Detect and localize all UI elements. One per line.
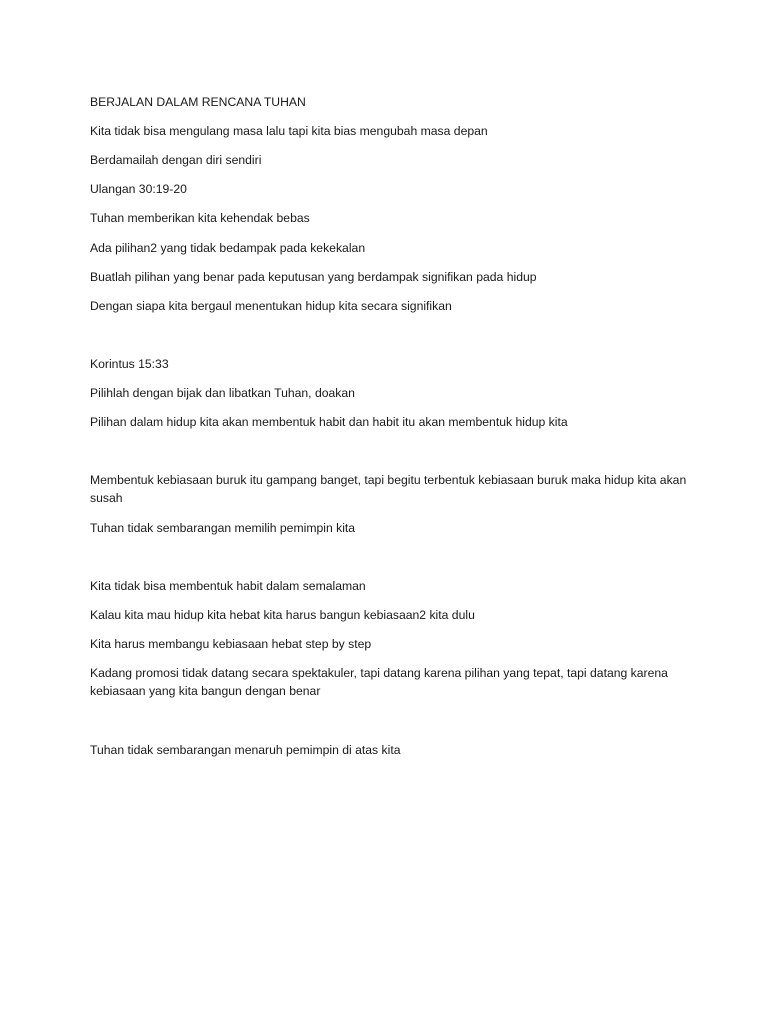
document-line: Kita tidak bisa mengulang masa lalu tapi kita bias mengubah masa depan: [90, 124, 488, 138]
document-line: Tuhan tidak sembarangan memilih pemimpin kita: [90, 521, 356, 535]
document-line: Kalau kita mau hidup kita hebat kita harus bangun kebiasaan2 kita dulu: [90, 608, 475, 622]
document-line: Kita tidak bisa membentuk habit dalam semalaman: [90, 579, 366, 593]
document-line: Dengan siapa kita bergaul menentukan hidup kita secara signifikan: [90, 299, 452, 313]
document-line: Buatlah pilihan yang benar pada keputusan yang berdampak signifikan pada hidup: [90, 270, 537, 284]
document-line: Membentuk kebiasaan buruk itu gampang banget, tapi begitu terbentuk kebiasaan buruk maka hidup kita akan susah: [90, 473, 687, 505]
document-line: Kita harus membangu kebiasaan hebat step by step: [90, 637, 372, 651]
document-line: Pilihan dalam hidup kita akan membentuk habit dan habit itu akan membentuk hidup kita: [90, 415, 568, 429]
document-line: Kadang promosi tidak datang secara spektakuler, tapi datang karena pilihan yang tepat, tapi datang karena kebiasaan yang kita bangun dengan benar: [90, 666, 668, 698]
document-line: Tuhan tidak sembarangan menaruh pemimpin di atas kita: [90, 743, 401, 757]
document-line: Berdamailah dengan diri sendiri: [90, 153, 262, 167]
document-line: Ada pilihan2 yang tidak bedampak pada kekekalan: [90, 241, 366, 255]
document-line: Korintus 15:33: [90, 357, 169, 371]
document-title: BERJALAN DALAM RENCANA TUHAN: [90, 95, 306, 109]
document-line: Pilihlah dengan bijak dan libatkan Tuhan, doakan: [90, 386, 355, 400]
document-line: Tuhan memberikan kita kehendak bebas: [90, 211, 310, 225]
document-line: Ulangan 30:19-20: [90, 182, 187, 196]
